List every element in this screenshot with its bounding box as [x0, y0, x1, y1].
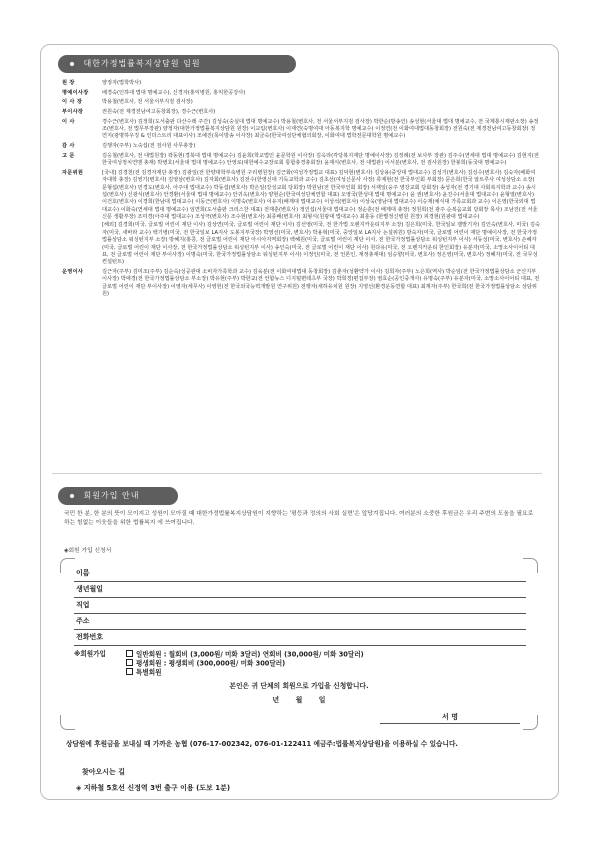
role-label: 감 사: [62, 143, 75, 150]
birthdate-field[interactable]: [74, 582, 526, 598]
apply-statement: 본인은 귀 단체의 회원으로 가입을 신청합니다.: [229, 682, 369, 690]
occupation-field-label: 직업: [76, 601, 90, 609]
role-label: 원 장: [62, 80, 75, 86]
section-divider: [52, 473, 542, 474]
officer-row: [62, 143, 540, 150]
role-names: 경수근(변호사) 김정희(도서출판 다산수레 주간) 김성숙(숭실대 법대 명예교수) 박용철(변호사, 전 서울서부지검 검사장) 박한순(방송인) 송성현(서울대 법대 명예교수, 전 국제통시재판소장) 송정조(변호사, 전 법무부장관) 양정자(대한가정법률복지상담원 원장) 이교림(변호사) 이재연(숙명여대 아동복지학 명예교수) 이정연(전 이화여대법대동창회장) 전원숙(전 제경전남여고동창회장) 정연지(광명하우징 & 인더스트리 대표이사) 조예진(목이방송 이사장) 최금숙(한국여성단체협의회장, 이화여대 법학전문대학원 명예교수): [102, 118, 539, 140]
directions-text: ◈ 지하철 5호선 신정역 3번 출구 이용 (도보 1분): [76, 784, 231, 792]
signature-field[interactable]: 서 명: [380, 712, 520, 724]
role-label: 이 사 장: [62, 99, 83, 106]
option-label: 특별회원: [136, 668, 162, 677]
option-label: 평생회원 : 평생회비 (300,000원/ 미화 300달러): [136, 659, 286, 668]
occupation-field[interactable]: [74, 598, 526, 614]
advisory-names: [102, 170, 540, 267]
birthdate-field-label: 생년월일: [76, 585, 104, 593]
bank-info: 상담원에 후원금을 보내실 때 가까운 농협 (076-17-002342, 076-01-122411 예금주:법률복지상담원)을 이용하실 수 있습니다.: [66, 740, 458, 748]
checkbox-icon[interactable]: [126, 650, 133, 657]
membership-option-special[interactable]: [126, 668, 161, 677]
name-field[interactable]: [74, 566, 526, 582]
checkbox-icon[interactable]: [126, 659, 133, 666]
operating-row: [62, 269, 540, 299]
membership-label: ※회원가입: [74, 650, 106, 658]
address-field-label: 주소: [76, 617, 90, 625]
role-label: 명예이사장: [62, 89, 89, 96]
membership-type-group: [74, 650, 526, 677]
directions-title: 찾아오시는 길: [82, 768, 126, 776]
role-label: 부이사장: [62, 109, 84, 116]
officer-row: [62, 99, 540, 106]
role-names: 권원숙(전 제경전남여고동창회장), 경수근(변호사): [102, 109, 216, 116]
role-names: 김행자(주부) 노숙섭(전 검사원 사무총장): [102, 143, 196, 150]
membership-intro: 국민 한 분, 한 분의 뜻이 모이지고 성원이 모아질 때 대한가정법률복지상담원이 지향하는 '평등과 정의의 사회 실현'은 앞당겨집니다. 여러분의 소중한 후원금은 우리 주변의 도움을 필요로 하는 힘없는 이웃들을 위한 법률복지 에 쓰여집니다.: [64, 511, 534, 526]
role-label: 고 문: [62, 152, 75, 159]
membership-option-row: [74, 650, 526, 659]
role-names: 김응철(변호사, 전 대법원장) 곽동현(경북대 법대 명예교수) 김윤희(학교법인 윤문학원 이사장) 김옥라(각당복지재단 명예이사장) 김정례(전 보사부 장관) 김주수(연세대 법대 명예교수) 김현지(전 한국여성정치연맹 총재) 박병호(서울대 법대 명예교수) 안영로(대한예수교장로회 통합총경총회장) 윤재식(변호사, 전 대법관) 이서분(변호사, 전 검사원장) 한봉희(동국대 명예교수): [102, 152, 539, 167]
date-line[interactable]: 년 월 일: [272, 696, 326, 704]
checkbox-icon[interactable]: [126, 668, 133, 675]
form-corner: [60, 715, 75, 730]
form-corner: [523, 715, 538, 730]
officers-list: [62, 80, 540, 301]
bullet-icon: [70, 494, 74, 498]
advisory-domestic: [국내] 김경천(전 김경자재단 총장) 김광일(전 한양대학부속병원 구리병원장) 김근화(여성가정법교 대표) 김덕현(변호사) 김상용(중앙대 법대교수) 김성기(변호사) 김성수(변호사) 김숙자(배화여자대학 총장) 김영기(변호사) 김영삼(변호사) 김자회(변호사) 김전수(한영신대 기독교학과 교수) 김초선(여성신문사 사장) 류제현(전 한국부인회 부회장) 문은희(한국 알트루사 여성상담소 소장) 문형섭(변호사) 민경도(변호사, 아주대 법대교수) 박동섭(변호사) 박은일(강성교회 당회장) 박원남(전 한국부인회 회장) 서재일(웅주 영강교회 당회장) 송성자(전 경기대 사회복지학과 교수) 송시섭(변호사) 신광식(변호사) 안경환(서울대 법대 명예교수) 안귀옥(변호사) 양현순(한국여성단체연합 대표) 오영국(한성대 법대 명예교수) 윤 권(변호사) 윤진수(서울대 법대교수) 윤형열(변호사) 이건호(변호사) 이경희(한남대 법대교수) 이동근(변호사) 이명숙(변호사) 이유지(배재대 법대교수) 이상석(변호사) 이상욱(영남대 법대교수) 이승재(예식대 가족교회과 교수) 이은영(한국외대 법대교수) 이화숙(연세대 법대 명예교수) 임면희(도서출판 크리스찬 대표) 전재훈(변호사) 정인섭(서울대 법대교수) 정순훈(전 배제대 총장) 정원희(전 광주 순복음교회 당회장 목사) 조남진(전 서울신문 생활부장) 조미경(아주대 법대교수) 조성극(변호사) 조수현(변호사) 최종배(변호사) 최형식(원광대 법대교수) 최훈동 (한별정신병원 원장) 피경현(원광대 법대교수): [102, 169, 538, 221]
officers-section-title: 대한가정법률복지상담원 임원: [83, 59, 201, 68]
advisory-row: [62, 170, 540, 267]
advisory-overseas: [해외] 김경희(미국, 글로벌 어린이 재단 이사) 김상연(미국, 글로벌 어린이 재단 이사) 김선영(미국, 전 한가법 오렌지카운티지부 소장) 김은희(미국, 한국일보 캘발기자) 김인숙(변호사, 미국) 김숙자(미국, 새바라 교수) 백기병(미국, 전 한국일보 LA지사 도봉지부국장) 박영선(미국, 변호사) 박용혁(미국, 중앙일보 LA지사 논설위원) 방숙자(미국, 글로벌 어린이 재단 명예이사장, 전 한국가정법률상담소 워싱턴지부 소장) 방혜지(홍콩, 전 글로벌 어린이 재단 아시아지역회장) 백혜원(미국, 글로벌 어린이 재단 이사, 전 한국가정법률상담소 워싱턴지부 이사) 서동성(미국, 변호사) 손혜자(미국, 글로벌 어린이 재단 이사장, 전 한국가정법률상담소 워싱턴지부 이사) 송인숙(미국, 전 글로벌 어린이 재단 이사) 원다유(미국, 전 오렌지카운티 한인회장) 유분자(미국, 소망소사이어티 대표, 전 글로벌 어린이 재단 부이사장) 이명숙(미국, 한국가정법률상담소 워싱턴지부 이사) 이정인(미국, 전 언론인, 재정총재대) 임승향(미국, 변호사) 정은영(미국, 변호사) 정혜자(미국, 전 국무성 컨설턴트): [102, 222, 540, 266]
membership-option-row: [74, 659, 526, 668]
officer-row: [62, 119, 540, 141]
membership-form: [60, 558, 538, 730]
phone-field[interactable]: [74, 630, 526, 646]
membership-option-lifetime[interactable]: [126, 659, 285, 668]
role-names: 박용철(변호사, 전 서울서부지검 검사장): [102, 99, 193, 106]
role-label: 운영이사: [62, 269, 84, 275]
form-title: ◈회원 가입 신청서: [64, 548, 112, 554]
officer-row: [62, 80, 540, 87]
role-label: 자문위원: [62, 169, 84, 176]
bullet-icon: [70, 62, 74, 66]
address-field[interactable]: [74, 614, 526, 630]
phone-field-label: 전화번호: [76, 633, 104, 641]
option-label: 일반회원 : 월회비 (3,000원/ 미화 3달러) 연회비 (30,000원/ 미화 30달러): [136, 650, 364, 659]
membership-option-regular[interactable]: [126, 650, 364, 659]
officer-row: [62, 90, 540, 97]
membership-option-row: [74, 668, 526, 677]
officer-row: [62, 153, 540, 168]
officers-section-banner: [58, 55, 296, 73]
role-names: 양정자(법학박사): [102, 80, 142, 86]
role-names: 배경숙(인하대 법대 명예교수), 신경자(홍익병원, 홍익한공강사): [102, 89, 246, 96]
role-names: 김근자(주부) 김미조(주부) 김순숙(성공관대 소비자가족학과 교수) 김육분(전 이화여대법대 동창회장) 김춘자(성환약가 이사) 김희자(주부) 노은희(역사) 박순임(전 한국가정법률상담소 군산지부 이사장) 박애경(전 한국가정법률상담소 부소장) 박유현(주부) 박한교(전 언합뉴스 디지털편테츠부 국장) 박희경(편집부장) 염효순(공인중개사) 유명숙(주부) 유분자(미국, 소망소사이어티 대표, 전 글로벌 어린이 재단 부이사장) 이영자(세무사) 이영헌(전 한국외국능력개발원 연구위원) 전행자(새하유치원 원장) 지영선(환경운동연합 대표) 최계자(주부) 한국희(전 한국가정법률상담소 상담위원): [102, 269, 540, 298]
role-label: 이 사: [62, 118, 75, 125]
form-corner: [60, 558, 75, 573]
membership-section-title: 회원가입 안내: [83, 491, 140, 500]
membership-section-banner: [58, 487, 178, 505]
name-field-label: 이름: [76, 569, 90, 577]
officer-row: [62, 109, 540, 116]
